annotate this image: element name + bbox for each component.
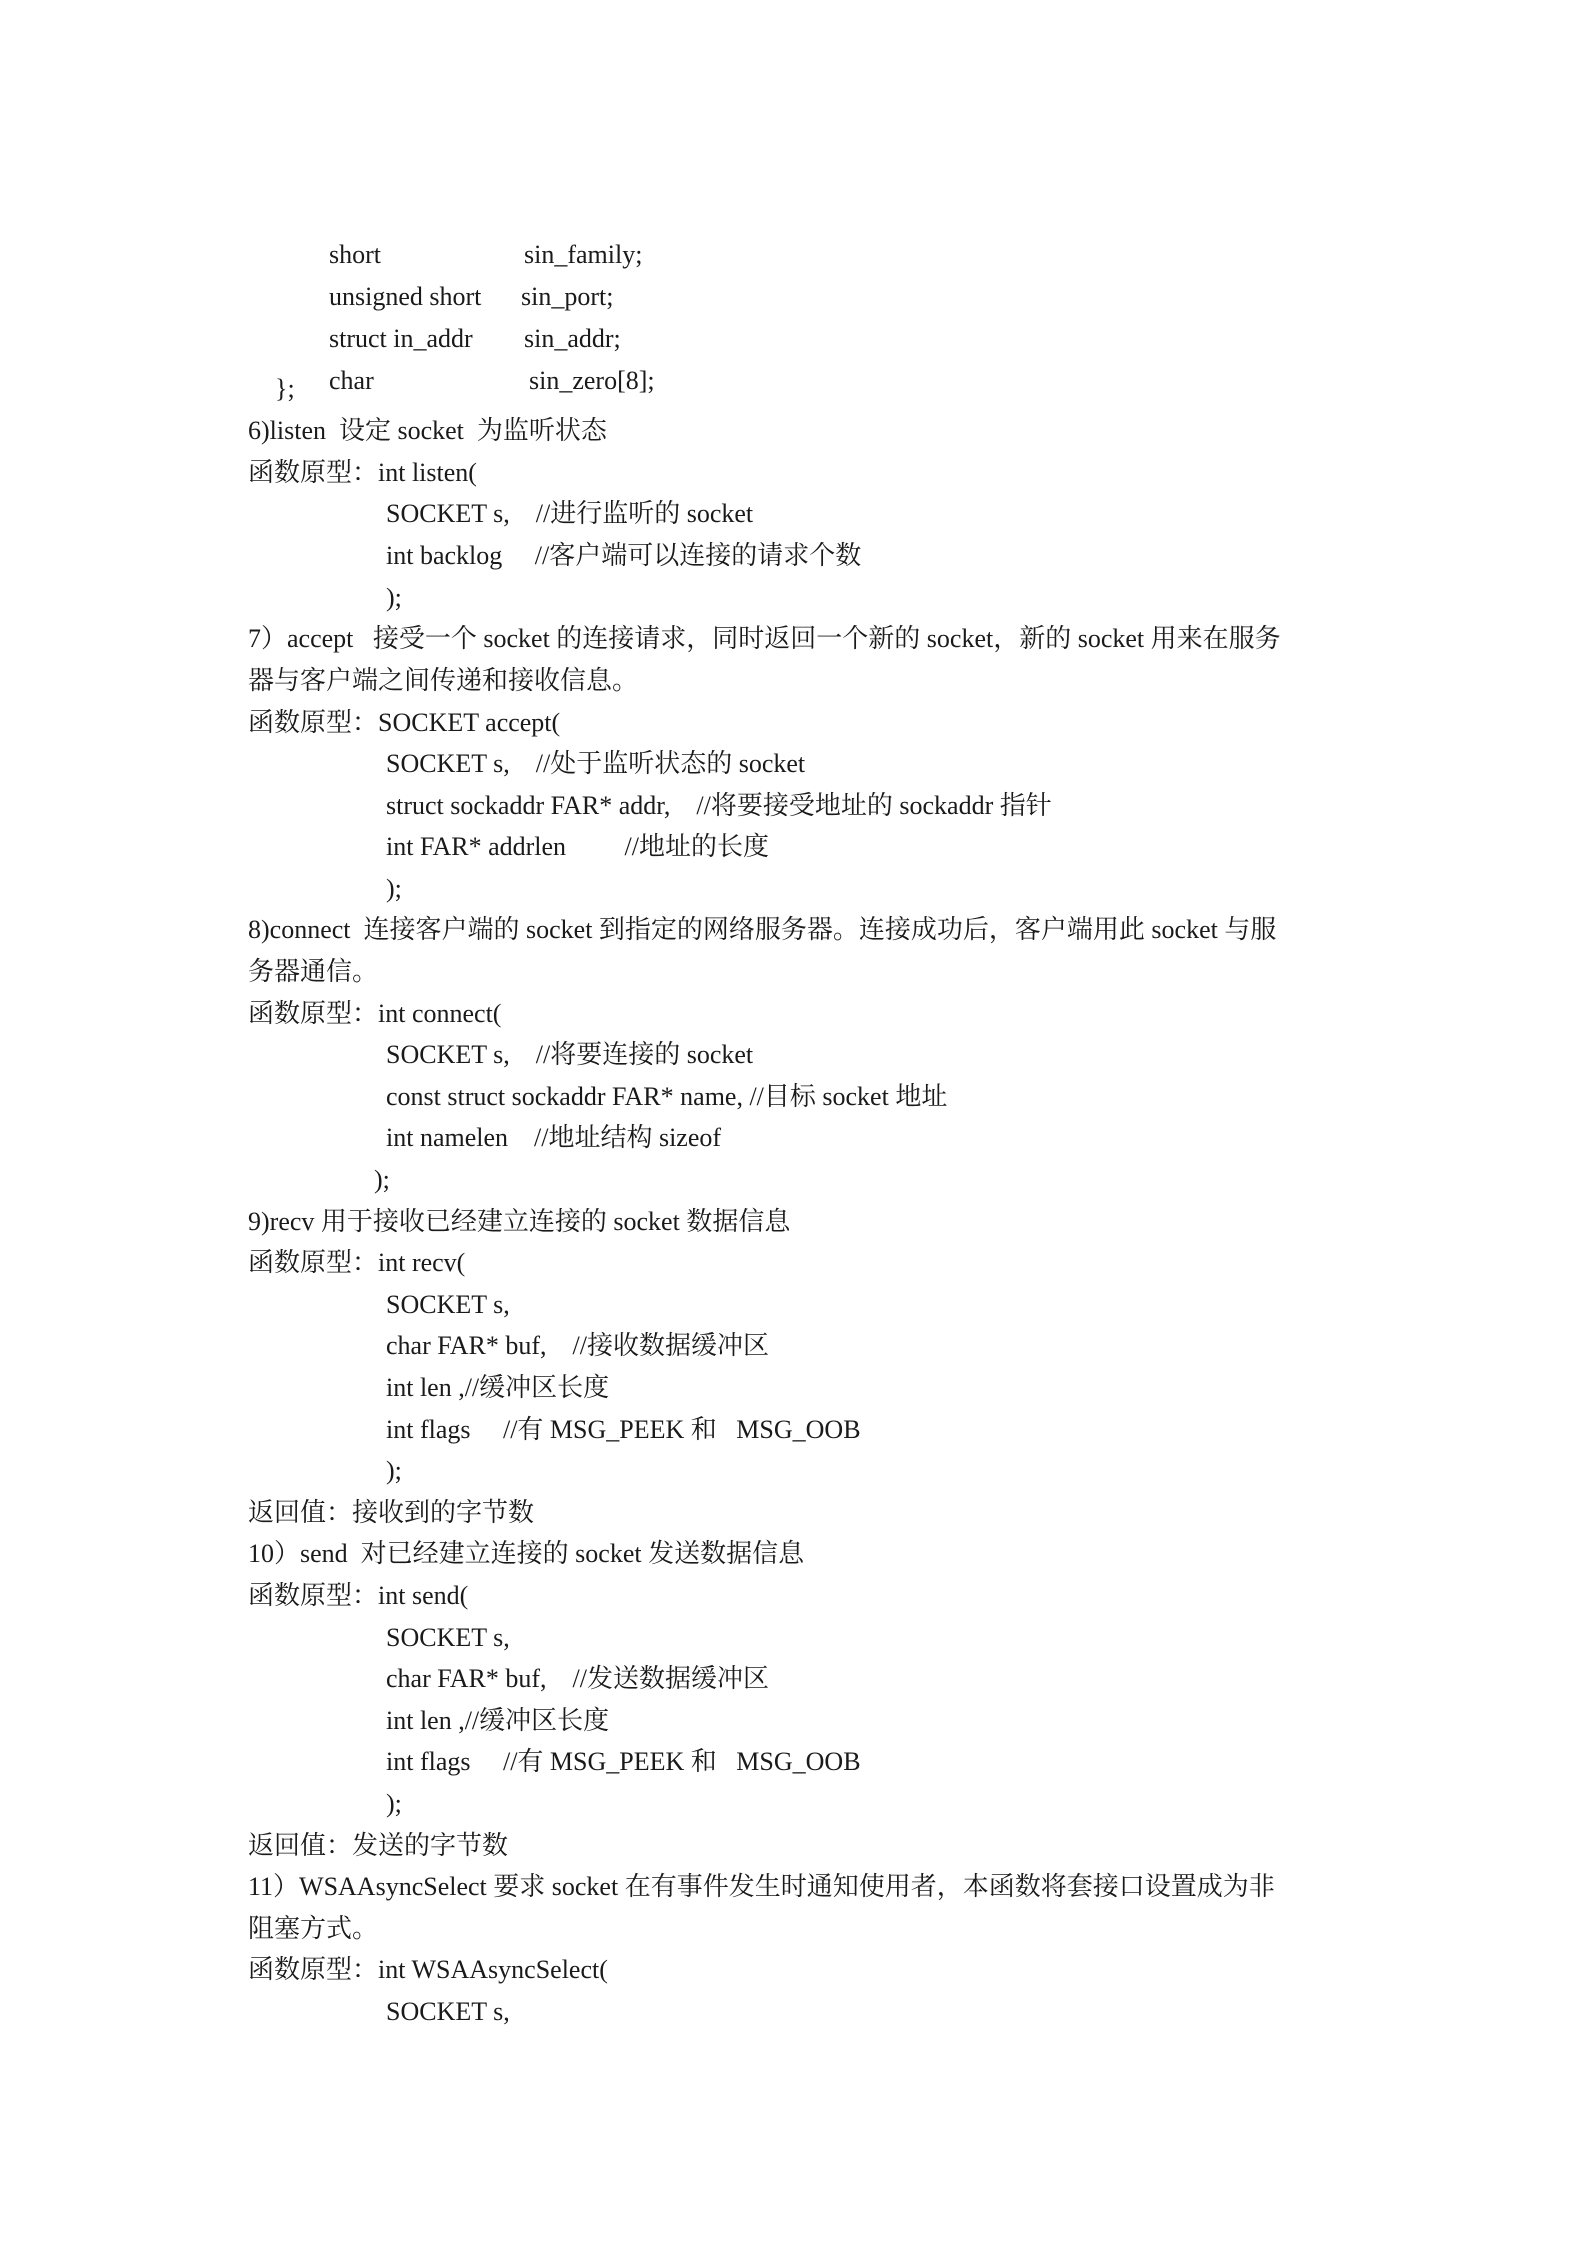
listen-param: int backlog //客户端可以连接的请求个数 [386, 541, 862, 570]
send-param: int flags //有 MSG_PEEK 和 MSG_OOB [386, 1747, 861, 1776]
struct-field-type: char [329, 366, 374, 395]
recv-close: ); [386, 1456, 402, 1485]
send-param: int len ,//缓冲区长度 [386, 1706, 610, 1735]
struct-field-type: short [329, 240, 381, 269]
wsaasync-param: SOCKET s, [386, 1997, 510, 2026]
accept-close: ); [386, 874, 402, 903]
struct-field-name: sin_port; [521, 282, 614, 311]
struct-field-name: sin_family; [524, 240, 643, 269]
accept-param: struct sockaddr FAR* addr, //将要接受地址的 sockaddr 指针 [386, 791, 1052, 820]
connect-prototype: 函数原型：int connect( [248, 999, 502, 1028]
send-close: ); [386, 1789, 402, 1818]
send-prototype: 函数原型：int send( [248, 1581, 469, 1610]
struct-field-name: sin_zero[8]; [529, 366, 655, 395]
listen-prototype: 函数原型：int listen( [248, 458, 477, 487]
accept-heading-cont: 器与客户端之间传递和接收信息。 [248, 666, 639, 695]
recv-param: int len ,//缓冲区长度 [386, 1373, 610, 1402]
struct-close: }; [275, 374, 295, 403]
accept-param: SOCKET s, //处于监听状态的 socket [386, 749, 806, 778]
struct-field-type: struct in_addr [329, 324, 473, 353]
recv-return: 返回值：接收到的字节数 [248, 1498, 535, 1527]
connect-param: int namelen //地址结构 sizeof [386, 1123, 722, 1152]
wsaasync-heading-cont: 阻塞方式。 [248, 1914, 379, 1943]
connect-heading-cont: 务器通信。 [248, 957, 379, 986]
connect-heading: 8)connect 连接客户端的 socket 到指定的网络服务器。连接成功后，客户端用此 socket 与服 [248, 915, 1277, 944]
recv-prototype: 函数原型：int recv( [248, 1248, 466, 1277]
wsaasync-heading: 11）WSAAsyncSelect 要求 socket 在有事件发生时通知使用者，本函数将套接口设置成为非 [248, 1872, 1275, 1901]
connect-param: const struct sockaddr FAR* name, //目标 socket 地址 [386, 1082, 948, 1111]
struct-field-type: unsigned short [329, 282, 482, 311]
connect-param: SOCKET s, //将要连接的 socket [386, 1040, 754, 1069]
wsaasync-prototype: 函数原型：int WSAAsyncSelect( [248, 1955, 608, 1984]
listen-heading: 6)listen 设定 socket 为监听状态 [248, 416, 607, 445]
send-param: SOCKET s, [386, 1623, 510, 1652]
recv-param: char FAR* buf, //接收数据缓冲区 [386, 1331, 769, 1360]
listen-close: ); [386, 583, 402, 612]
accept-prototype: 函数原型：SOCKET accept( [248, 708, 561, 737]
send-heading: 10）send 对已经建立连接的 socket 发送数据信息 [248, 1539, 805, 1568]
send-return: 返回值：发送的字节数 [248, 1831, 509, 1860]
listen-param: SOCKET s, //进行监听的 socket [386, 499, 754, 528]
accept-param: int FAR* addrlen //地址的长度 [386, 832, 770, 861]
recv-heading: 9)recv 用于接收已经建立连接的 socket 数据信息 [248, 1207, 791, 1236]
struct-field-name: sin_addr; [524, 324, 621, 353]
recv-param: int flags //有 MSG_PEEK 和 MSG_OOB [386, 1415, 861, 1444]
accept-heading: 7）accept 接受一个 socket 的连接请求，同时返回一个新的 socket，新的 socket 用来在服务 [248, 624, 1281, 653]
connect-close: ); [374, 1165, 390, 1194]
recv-param: SOCKET s, [386, 1290, 510, 1319]
send-param: char FAR* buf, //发送数据缓冲区 [386, 1664, 769, 1693]
